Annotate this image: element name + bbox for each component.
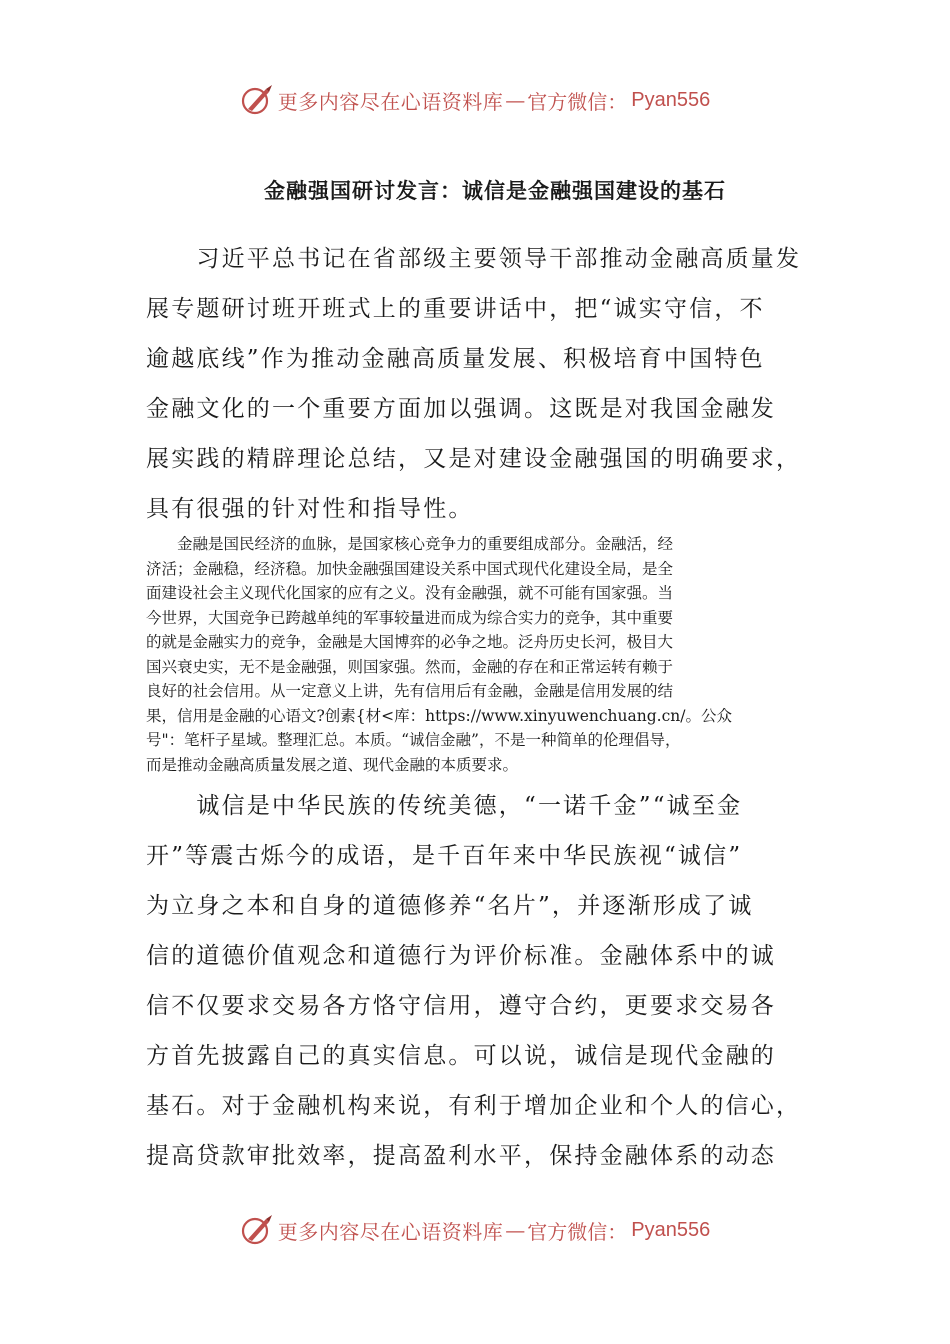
header-banner	[0, 80, 950, 120]
text-line: 展实践的精辟理论总结，又是对建设金融强国的明确要求，	[146, 446, 802, 472]
text-line: 展专题研讨班开班式上的重要讲话中，把“诚实守信，不	[146, 296, 765, 322]
text-line: 开”等震古烁今的成语，是千百年来中华民族视“诚信”	[146, 843, 743, 869]
text-line: 国兴衰史实，无不是金融强，则国家强。然而，金融的存在和正常运转有赖于	[146, 657, 674, 676]
text-line: 诚信是中华民族的传统美德，“一诺千金”“诚至金	[146, 793, 743, 819]
text-line: 方首先披露自己的真实信息。可以说，诚信是现代金融的	[146, 1043, 776, 1069]
banner-wechat-id: Pyan556	[631, 1218, 711, 1241]
text-line: 良好的社会信用。从一定意义上讲，先有信用后有金融，金融是信用发展的结	[146, 682, 674, 700]
text-line: 习近平总书记在省部级主要领导干部推动金融高质量发	[146, 246, 802, 272]
text-line: 基石。对于金融机构来说，有利于增加企业和个人的信心，	[146, 1093, 802, 1119]
text-line: 的就是金融实力的竞争，金融是大国博弈的必争之地。泛舟历史长河，极目大	[146, 633, 674, 651]
banner-wechat-label: 官方微信：	[527, 1219, 628, 1244]
paragraph-3	[146, 781, 806, 1181]
banner-wechat-label: 官方微信：	[527, 89, 628, 114]
text-line: 面建设社会主义现代化国家的应有之义。没有金融强，就不可能有国家强。当	[146, 584, 674, 602]
footer-banner	[0, 1210, 950, 1250]
text-line: 而是推动金融高质量发展之道、现代金融的本质要求。	[146, 755, 519, 774]
text-line: 逾越底线”作为推动金融高质量发展、积极培育中国特色	[146, 346, 765, 372]
paragraph-1	[146, 234, 806, 534]
banner-text: 更多内容尽在心语资料库	[277, 89, 504, 114]
text-line: 提高贷款审批效率，提高盈利水平，保持金融体系的动态	[146, 1143, 776, 1169]
text-line: 号"：笔杆子星域。整理汇总。本质。“诚信金融”，不是一种简单的伦理倡导，	[146, 731, 681, 749]
text-line: 信的道德价值观念和道德行为评价标准。金融体系中的诚	[146, 943, 776, 969]
banner-dash: —	[505, 1218, 526, 1242]
text-line: 济活；金融稳，经济稳。加快金融强国建设关系中国式现代化建设全局，是全	[146, 559, 674, 578]
text-line: 为立身之本和自身的道德修养“名片”，并逐渐形成了诚	[146, 893, 754, 919]
banner-text: 更多内容尽在心语资料库	[277, 1219, 504, 1244]
text-line: 果，信用是金融的心语文?创素{材<库：https://www.xinyuwenchuang.cn/。公众	[146, 706, 732, 725]
text-line: 信不仅要求交易各方恪守信用，遵守合约，更要求交易各	[146, 993, 776, 1019]
text-line: 具有很强的针对性和指导性。	[146, 496, 474, 522]
quill-pen-logo-icon	[240, 83, 274, 117]
banner-dash: —	[505, 88, 526, 112]
text-line: 金融文化的一个重要方面加以强调。这既是对我国金融发	[146, 396, 776, 422]
paragraph-2	[146, 532, 810, 777]
text-line: 今世界，大国竞争已跨越单纯的军事较量进而成为综合实力的竞争，其中重要	[146, 608, 674, 627]
banner-wechat-id: Pyan556	[631, 88, 711, 111]
quill-pen-logo-icon	[240, 1213, 274, 1247]
document-title: 金融强国研讨发言：诚信是金融强国建设的基石	[264, 179, 726, 203]
text-line: 金融是国民经济的血脉，是国家核心竞争力的重要组成部分。金融活，经	[146, 535, 674, 553]
